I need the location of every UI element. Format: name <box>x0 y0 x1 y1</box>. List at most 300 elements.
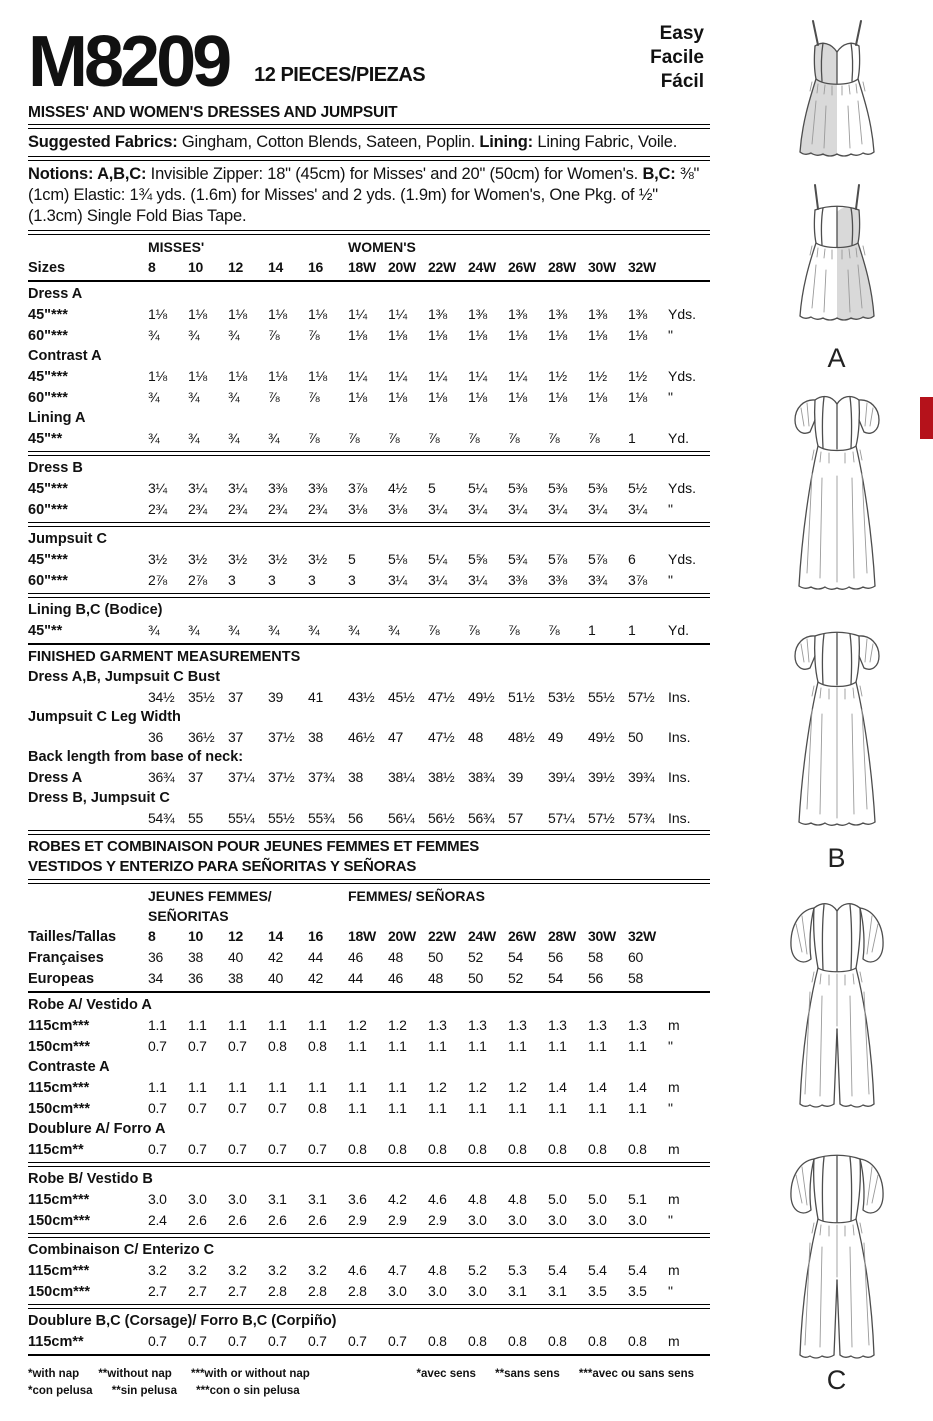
yardage-row <box>28 926 710 947</box>
table-cell: 3.2 <box>268 1262 287 1278</box>
table-cell: " <box>668 389 673 405</box>
table-cell: 47½ <box>428 689 455 705</box>
table-cell: " <box>668 1100 673 1116</box>
table-cell: 1¼ <box>348 368 367 384</box>
table-cell: 3⅞ <box>628 572 647 588</box>
table-cell: 18W <box>348 928 376 944</box>
yardage-row <box>28 366 710 387</box>
table-cell: 0.8 <box>508 1333 527 1349</box>
table-cell: 4.8 <box>508 1191 527 1207</box>
table-cell: 1.1 <box>188 1017 207 1033</box>
table-cell: 38 <box>188 949 203 965</box>
table-cell: 1.1 <box>228 1079 247 1095</box>
table-cell: 8 <box>148 928 156 944</box>
table-cell: 3¼ <box>388 572 407 588</box>
table-cell: 1.2 <box>388 1017 407 1033</box>
table-cell: ⅞ <box>468 430 480 446</box>
table-cell: 1.1 <box>508 1100 527 1116</box>
table-cell: 3¼ <box>188 480 207 496</box>
table-cell: Robe A/ Vestido A <box>28 997 152 1013</box>
table-cell: 1.3 <box>588 1017 607 1033</box>
table-cell: 3.0 <box>628 1212 647 1228</box>
table-cell: m <box>668 1191 680 1207</box>
section-title <box>28 529 710 549</box>
table-cell: 38 <box>308 729 323 745</box>
table-cell: Françaises <box>28 950 104 966</box>
table-cell: 8 <box>148 259 156 275</box>
footnote-con-pelusa: *con pelusa <box>28 1385 93 1397</box>
table-cell: ⅞ <box>588 430 600 446</box>
table-cell: ⅞ <box>548 430 560 446</box>
table-cell: 1⅛ <box>588 327 607 343</box>
masthead <box>28 14 710 102</box>
table-cell: 1.3 <box>428 1017 447 1033</box>
table-cell: 5.0 <box>548 1191 567 1207</box>
divider <box>28 280 710 282</box>
table-cell: 2.8 <box>348 1283 367 1299</box>
table-cell: Dress A,B, Jumpsuit C Bust <box>28 669 221 685</box>
table-cell: 57½ <box>628 689 655 705</box>
table-cell: 37½ <box>268 769 295 785</box>
table-cell: 30W <box>588 259 616 275</box>
difficulty-fr: Facile <box>650 47 704 68</box>
table-cell: 24W <box>468 928 496 944</box>
table-cell: Yd. <box>668 430 690 446</box>
table-cell: 3.0 <box>588 1212 607 1228</box>
footnote-sans-sens: **sans sens <box>495 1368 560 1380</box>
table-cell: 4.8 <box>428 1262 447 1278</box>
table-cell: 2.7 <box>228 1283 247 1299</box>
table-cell: " <box>668 327 673 343</box>
section-title <box>28 346 710 366</box>
difficulty-rating <box>650 22 704 94</box>
table-cell: 5.4 <box>588 1262 607 1278</box>
table-cell: 5¼ <box>428 551 447 567</box>
table-cell: 1⅜ <box>428 306 447 322</box>
table-cell: 2.6 <box>228 1212 247 1228</box>
table-cell: ROBES ET COMBINAISON POUR JEUNES FEMMES ET FEMMES <box>28 838 480 855</box>
table-cell: 3.0 <box>468 1283 487 1299</box>
table-cell: 2.9 <box>348 1212 367 1228</box>
table-cell: 22W <box>428 259 456 275</box>
yardage-row <box>28 304 710 325</box>
table-cell: ¾ <box>228 389 240 405</box>
table-cell: Lining A <box>28 410 86 426</box>
table-cell: 3¼ <box>148 480 167 496</box>
table-cell: 45"*** <box>28 481 68 497</box>
table-cell: 5.4 <box>628 1262 647 1278</box>
table-cell: ⅞ <box>468 622 480 638</box>
table-cell: 26W <box>508 928 536 944</box>
table-cell: 0.7 <box>188 1333 207 1349</box>
table-cell: 49½ <box>588 729 615 745</box>
table-cell: 0.8 <box>628 1141 647 1157</box>
section-title <box>28 707 710 727</box>
table-cell: 3.0 <box>468 1212 487 1228</box>
table-cell: 3.0 <box>228 1191 247 1207</box>
table-cell: 45"*** <box>28 552 68 568</box>
section-title <box>28 747 710 767</box>
table-cell: " <box>668 1038 673 1054</box>
table-cell: 3¼ <box>628 501 647 517</box>
table-cell: 3¼ <box>428 572 447 588</box>
yardage-row <box>28 620 710 641</box>
table-cell: m <box>668 1079 680 1095</box>
table-cell: 1⅛ <box>628 389 647 405</box>
footnote-line-english <box>28 1366 710 1383</box>
section-title <box>28 837 710 857</box>
table-cell: 1 <box>628 622 636 638</box>
footnote-with-or-without-nap: ***with or without nap <box>191 1368 310 1380</box>
pieces-count: 12 PIECES/PIEZAS <box>254 64 426 86</box>
table-cell: 54¾ <box>148 810 175 826</box>
table-cell: 1⅛ <box>388 327 407 343</box>
table-cell: 1.4 <box>548 1079 567 1095</box>
table-cell: 2.6 <box>268 1212 287 1228</box>
text-segment: Gingham, Cotton Blends, Sateen, Poplin. <box>177 133 480 151</box>
table-cell: 1½ <box>548 368 567 384</box>
table-cell: 1¼ <box>388 306 407 322</box>
table-cell: 1.4 <box>588 1079 607 1095</box>
table-cell: 3¼ <box>508 501 527 517</box>
table-cell: 0.8 <box>628 1333 647 1349</box>
size-group-header <box>28 906 710 926</box>
table-cell: 42 <box>268 949 283 965</box>
table-cell: m <box>668 1017 680 1033</box>
table-cell: 0.8 <box>468 1141 487 1157</box>
table-cell: 0.7 <box>388 1333 407 1349</box>
table-cell: 20W <box>388 259 416 275</box>
yardage-row <box>28 1139 710 1160</box>
notions-line <box>28 163 710 228</box>
table-cell: 1¼ <box>348 306 367 322</box>
table-cell: ⅞ <box>268 327 280 343</box>
table-cell: 0.8 <box>388 1141 407 1157</box>
table-cell: 1.1 <box>428 1100 447 1116</box>
table-cell: 39 <box>508 769 523 785</box>
table-cell: Yds. <box>668 368 697 384</box>
table-cell: 3⅜ <box>508 572 527 588</box>
yardage-row <box>28 1015 710 1036</box>
table-cell: 1⅛ <box>348 327 367 343</box>
table-cell: 115cm*** <box>28 1080 90 1096</box>
divider <box>28 1162 710 1167</box>
divider <box>28 451 710 456</box>
footnote-line-french <box>400 1366 694 1383</box>
table-cell: 115cm*** <box>28 1018 90 1034</box>
footnote-con-o-sin-pelusa: ***con o sin pelusa <box>196 1385 300 1397</box>
table-cell: 46½ <box>348 729 375 745</box>
table-cell: 1⅛ <box>548 389 567 405</box>
table-cell: 0.8 <box>428 1333 447 1349</box>
yardage-row <box>28 428 710 449</box>
table-cell: 1⅛ <box>428 327 447 343</box>
table-cell: 49 <box>548 729 563 745</box>
table-cell: 37 <box>228 729 243 745</box>
table-cell: 1⅜ <box>508 306 527 322</box>
table-cell: 1⅜ <box>548 306 567 322</box>
table-cell: 0.7 <box>228 1333 247 1349</box>
garment-title: MISSES' AND WOMEN'S DRESSES AND JUMPSUIT <box>28 104 398 121</box>
table-cell: 1⅛ <box>268 306 287 322</box>
table-cell: 5.4 <box>548 1262 567 1278</box>
table-cell: 41 <box>308 689 323 705</box>
table-cell: 51½ <box>508 689 535 705</box>
yardage-row <box>28 549 710 570</box>
yardage-row <box>28 570 710 591</box>
table-cell: 55¾ <box>308 810 335 826</box>
table-cell: 1.2 <box>348 1017 367 1033</box>
table-cell: 0.7 <box>188 1141 207 1157</box>
table-cell: 0.7 <box>188 1100 207 1116</box>
table-cell: 0.7 <box>268 1333 287 1349</box>
table-cell: 1⅛ <box>148 306 167 322</box>
table-cell: 2.7 <box>148 1283 167 1299</box>
table-cell: 0.7 <box>268 1100 287 1116</box>
table-cell: 45"** <box>28 431 63 447</box>
table-cell: 35½ <box>188 689 215 705</box>
table-cell: 38½ <box>428 769 455 785</box>
table-cell: 1⅛ <box>308 306 327 322</box>
table-cell: 58 <box>588 949 603 965</box>
table-cell: Yds. <box>668 480 697 496</box>
pattern-number: M8209 <box>28 21 229 102</box>
brand-red-tab <box>920 397 933 439</box>
table-cell: 3⅛ <box>348 501 367 517</box>
yardage-row <box>28 1281 710 1302</box>
footnote-without-nap: **without nap <box>98 1368 172 1380</box>
section-title <box>28 1311 710 1331</box>
table-cell: 0.8 <box>508 1141 527 1157</box>
table-cell: 39½ <box>588 769 615 785</box>
table-cell: 1¼ <box>428 368 447 384</box>
table-cell: 3⅛ <box>388 501 407 517</box>
footnote-avec-sens: *avec sens <box>416 1368 476 1380</box>
table-cell: 3.1 <box>508 1283 527 1299</box>
section-title <box>28 458 710 478</box>
table-cell: m <box>668 1333 680 1349</box>
table-cell: 1⅛ <box>508 327 527 343</box>
yardage-row <box>28 1098 710 1119</box>
table-cell: 150cm*** <box>28 1213 91 1229</box>
section-title <box>28 408 710 428</box>
table-cell: Dress A <box>28 770 83 786</box>
table-cell: Yds. <box>668 306 697 322</box>
table-cell: 3.1 <box>308 1191 327 1207</box>
yardage-row <box>28 1036 710 1057</box>
table-cell: 10 <box>188 928 203 944</box>
table-cell: Lining B,C (Bodice) <box>28 602 163 618</box>
table-cell: 2⅞ <box>188 572 207 588</box>
table-cell: 1.1 <box>508 1038 527 1054</box>
table-cell: 5⅝ <box>468 551 487 567</box>
divider <box>28 991 710 993</box>
table-cell: 56½ <box>428 810 455 826</box>
table-cell: 55 <box>188 810 203 826</box>
table-cell: 60"*** <box>28 502 68 518</box>
table-cell: 3.6 <box>348 1191 367 1207</box>
view-b <box>742 368 932 873</box>
table-cell: Yds. <box>668 551 697 567</box>
table-cell: 1½ <box>628 368 647 384</box>
table-cell: 1.1 <box>388 1100 407 1116</box>
yardage-panel <box>28 14 710 1400</box>
table-cell: 3 <box>308 572 316 588</box>
text-segment: ⅜" (1cm) Elastic: 1¾ yds. (1.6m) for Misses' and 2 yds. (1.9m) for Women's, One Pkg. of ½" (1.3cm) Single Fold Bias Tape. <box>28 165 700 225</box>
view-a-label: A <box>827 343 847 373</box>
table-cell: 0.8 <box>308 1100 327 1116</box>
table-cell: 1.3 <box>548 1017 567 1033</box>
view-c-label: C <box>826 1365 848 1395</box>
table-cell: Robe B/ Vestido B <box>28 1171 153 1187</box>
table-cell: 2.9 <box>428 1212 447 1228</box>
table-cell: ⅞ <box>268 389 280 405</box>
table-cell: Jumpsuit C Leg Width <box>28 709 181 725</box>
table-cell: ⅞ <box>508 430 520 446</box>
section-title <box>28 600 710 620</box>
table-cell: 5⅜ <box>588 480 607 496</box>
table-cell: 48 <box>428 970 443 986</box>
table-cell: Jumpsuit C <box>28 531 107 547</box>
table-cell: 39¾ <box>628 769 655 785</box>
table-cell: ¾ <box>188 389 200 405</box>
view-b-illustration <box>749 368 925 838</box>
table-cell: 0.8 <box>428 1141 447 1157</box>
table-cell: 2¾ <box>308 501 327 517</box>
table-cell: 53½ <box>548 689 575 705</box>
table-cell: 1⅛ <box>388 389 407 405</box>
table-cell: 3¼ <box>428 501 447 517</box>
table-cell: 0.7 <box>188 1038 207 1054</box>
table-cell: 115cm*** <box>28 1263 90 1279</box>
table-cell: 1⅜ <box>588 306 607 322</box>
table-cell: 3 <box>228 572 236 588</box>
table-cell: Dress B <box>28 460 83 476</box>
table-cell: 150cm*** <box>28 1284 91 1300</box>
footnote-sin-pelusa: **sin pelusa <box>111 1385 177 1397</box>
table-cell: 37 <box>188 769 203 785</box>
table-cell: 5⅜ <box>508 480 527 496</box>
section-title <box>28 857 710 877</box>
yardage-row <box>28 947 710 968</box>
section-title <box>28 284 710 304</box>
section-title <box>28 995 710 1015</box>
table-cell: 57¼ <box>548 810 575 826</box>
divider <box>28 1354 710 1356</box>
table-cell: 0.8 <box>468 1333 487 1349</box>
table-cell: ¾ <box>148 622 160 638</box>
table-cell: 37½ <box>268 729 295 745</box>
table-cell: 1⅛ <box>468 327 487 343</box>
table-cell: ¾ <box>148 430 160 446</box>
divider <box>28 643 710 645</box>
table-cell: 3.0 <box>188 1191 207 1207</box>
table-cell: 1⅛ <box>348 389 367 405</box>
table-cell: 45½ <box>388 689 415 705</box>
table-cell: 5.2 <box>468 1262 487 1278</box>
table-cell: 45"** <box>28 623 63 639</box>
table-cell: 1.1 <box>188 1079 207 1095</box>
table-cell: 1.1 <box>268 1079 287 1095</box>
table-cell: 3⅜ <box>268 480 287 496</box>
section-title <box>28 1057 710 1077</box>
table-cell: 1.1 <box>148 1017 167 1033</box>
table-cell: ¾ <box>308 622 320 638</box>
section-title <box>28 1240 710 1260</box>
yardage-row <box>28 808 710 828</box>
table-cell: 3.2 <box>308 1262 327 1278</box>
suggested-fabrics-line <box>28 131 710 154</box>
table-cell: MISSES' <box>148 239 205 255</box>
table-cell: 30W <box>588 928 616 944</box>
yardage-row <box>28 1331 710 1352</box>
table-cell: 3.1 <box>268 1191 287 1207</box>
table-cell: Yd. <box>668 622 690 638</box>
yardage-row <box>28 968 710 989</box>
table-cell: ⅞ <box>548 622 560 638</box>
table-cell: 1⅜ <box>628 306 647 322</box>
yardage-row <box>28 478 710 499</box>
table-cell: 39 <box>268 689 283 705</box>
table-cell: 0.8 <box>548 1141 567 1157</box>
table-cell: ¾ <box>148 389 160 405</box>
table-cell: 49½ <box>468 689 495 705</box>
table-cell: 3.5 <box>588 1283 607 1299</box>
text-segment: Suggested Fabrics: <box>28 133 178 151</box>
table-cell: ⅞ <box>508 622 520 638</box>
table-cell: 1.3 <box>508 1017 527 1033</box>
table-cell: 58 <box>628 970 643 986</box>
table-cell: Europeas <box>28 971 95 987</box>
divider <box>28 879 710 884</box>
table-cell: ⅞ <box>308 389 320 405</box>
table-cell: 4.8 <box>468 1191 487 1207</box>
view-c-illustration <box>749 874 925 1360</box>
table-cell: 60 <box>628 949 643 965</box>
table-cell: SEÑORITAS <box>148 908 229 924</box>
table-cell: 0.7 <box>148 1141 167 1157</box>
table-cell: 0.7 <box>308 1333 327 1349</box>
yardage-row <box>28 325 710 346</box>
table-cell: 3⅜ <box>548 572 567 588</box>
divider <box>28 522 710 527</box>
table-cell: ¾ <box>228 327 240 343</box>
table-cell: 5⅞ <box>548 551 567 567</box>
table-cell: ⅞ <box>428 430 440 446</box>
table-cell: 5 <box>428 480 436 496</box>
table-cell: 26W <box>508 259 536 275</box>
table-cell: 3¼ <box>588 501 607 517</box>
table-cell: 2.4 <box>148 1212 167 1228</box>
table-cell: 1¼ <box>468 368 487 384</box>
table-cell: 60"*** <box>28 328 68 344</box>
table-cell: 34 <box>148 970 163 986</box>
table-cell: Doublure B,C (Corsage)/ Forro B,C (Corpiño) <box>28 1313 337 1329</box>
footnote-line-spanish <box>28 1383 710 1400</box>
table-cell: 50 <box>628 729 643 745</box>
table-cell: 3⅜ <box>308 480 327 496</box>
table-cell: 52 <box>468 949 483 965</box>
table-cell: ¾ <box>388 622 400 638</box>
table-cell: 3⅞ <box>348 480 367 496</box>
table-cell: 36½ <box>188 729 215 745</box>
table-cell: 1.1 <box>388 1079 407 1095</box>
table-cell: 1⅛ <box>188 368 207 384</box>
table-cell: 32W <box>628 259 656 275</box>
table-cell: 42 <box>308 970 323 986</box>
table-cell: 1.1 <box>588 1038 607 1054</box>
table-cell: 44 <box>348 970 363 986</box>
